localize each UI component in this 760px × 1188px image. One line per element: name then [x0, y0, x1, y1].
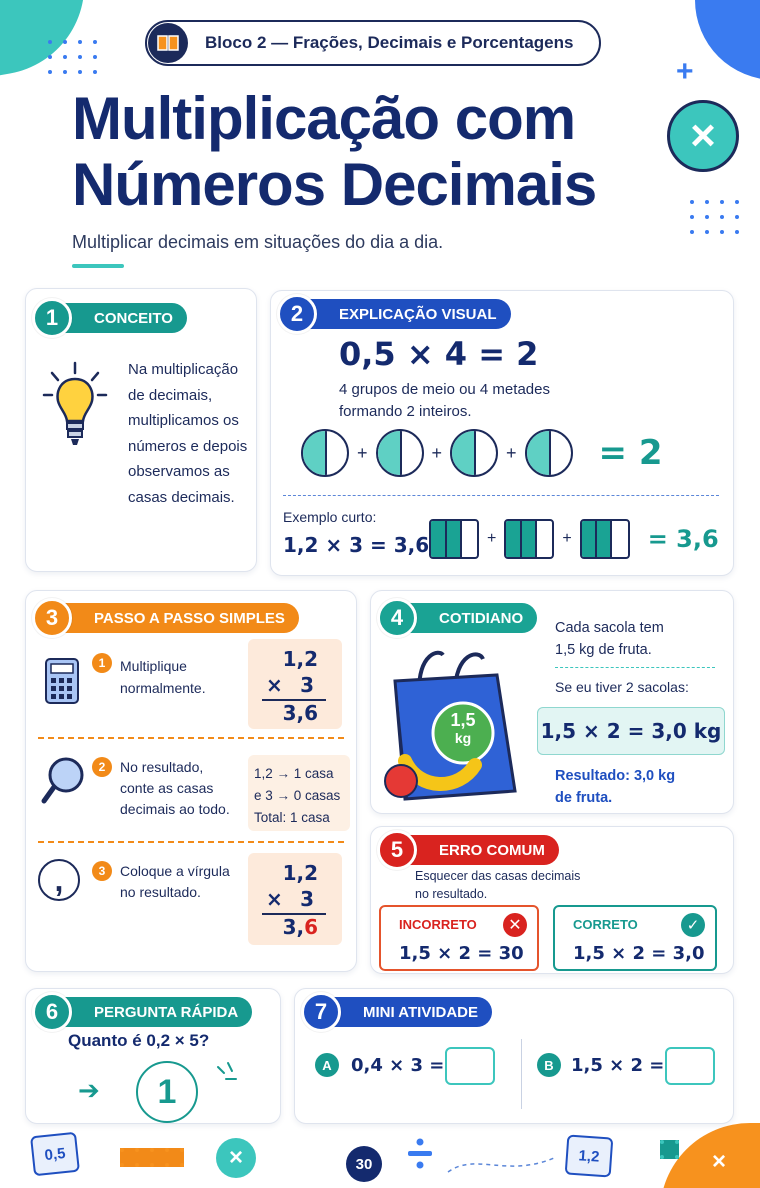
halves-result: = 2	[598, 433, 663, 473]
calc-second: 3	[300, 673, 314, 697]
option-b-marker: B	[537, 1053, 561, 1077]
calculator-icon	[44, 657, 80, 710]
daily-equation-box	[537, 707, 725, 755]
arrow-right-icon: ➔	[78, 1075, 100, 1105]
multiply-symbol-icon: ×	[667, 100, 739, 172]
step-number: 2	[92, 757, 112, 777]
title-line-2: Números Decimais	[72, 151, 597, 218]
corner-decoration-blue	[695, 0, 760, 80]
plus-icon: +	[676, 55, 694, 88]
example-label: Exemplo curto:	[283, 509, 377, 525]
comma-icon: ,	[38, 859, 80, 901]
quick-question: Quanto é 0,2 × 5?	[68, 1031, 210, 1050]
visual-equation: 0,5 × 4 = 2	[339, 335, 539, 373]
steps-card	[25, 590, 357, 972]
daily-result	[555, 765, 675, 809]
step-line: Coloque a vírgula	[120, 863, 230, 879]
quick-answer: 1	[136, 1061, 198, 1123]
shopping-bag-icon	[379, 641, 529, 807]
visual-number: 2	[277, 294, 317, 334]
decimal-bars-diagram	[429, 519, 719, 559]
daily-line: Cada sacola tem	[555, 620, 664, 636]
error-description	[415, 867, 580, 903]
bag-label	[441, 711, 485, 747]
error-number: 5	[377, 830, 417, 870]
daily-card	[370, 590, 734, 814]
steps-badge	[44, 603, 299, 633]
decimal-tag: 1,2	[565, 1134, 614, 1177]
correct-box	[553, 905, 717, 971]
bag-value: 1,5	[450, 710, 476, 730]
correct-equation: 1,5 × 2 = 3,0	[573, 943, 705, 964]
decimal-count	[254, 763, 340, 829]
count-line: 1,2 → 1 casa	[254, 766, 334, 781]
dot-grid-decoration	[660, 1140, 679, 1159]
calc-top: 1,2	[282, 647, 318, 671]
quick-number: 6	[32, 992, 72, 1032]
halves-diagram	[301, 429, 663, 477]
concept-line: observamos as	[128, 463, 230, 480]
steps-number: 3	[32, 598, 72, 638]
correct-label: CORRETO	[573, 917, 638, 932]
calc-box-1	[248, 639, 342, 729]
dot-grid-decoration	[690, 200, 739, 234]
visual-desc-line: 4 grupos de meio ou 4 metades	[339, 381, 550, 398]
visual-explanation-card	[270, 290, 734, 576]
activity-label: MINI ATIVIDADE	[363, 1003, 478, 1021]
error-desc-line: Esquecer das casas decimais	[415, 869, 581, 883]
example-result: = 3,6	[647, 525, 719, 553]
step-3-text	[120, 861, 230, 903]
dot-grid-decoration	[120, 1148, 184, 1167]
divider	[521, 1039, 522, 1109]
visual-desc-line: formando 2 inteiros.	[339, 403, 472, 420]
calc-times: ×	[266, 887, 283, 911]
concept-text	[128, 357, 247, 510]
decimal-tag: 0,5	[30, 1132, 80, 1177]
concept-card	[25, 288, 257, 572]
option-b-answer-box[interactable]	[665, 1047, 715, 1085]
divider	[555, 667, 715, 668]
plus-sign: +	[357, 442, 368, 463]
mini-activity-card	[294, 988, 734, 1124]
example-equation: 1,2 × 3 = 3,6	[283, 533, 430, 557]
step-line: Multiplique	[120, 658, 187, 674]
option-a-equation: 0,4 × 3 =	[351, 1055, 445, 1076]
calc-box-3	[248, 853, 342, 945]
concept-line: Na multiplicação	[128, 361, 239, 378]
check-icon: ✓	[681, 913, 705, 937]
half-circle-icon	[376, 429, 424, 477]
step-line: normalmente.	[120, 680, 206, 696]
divider	[283, 495, 719, 496]
quick-question-card	[25, 988, 281, 1124]
title-underline	[72, 264, 124, 268]
concept-line: casas decimais.	[128, 488, 235, 506]
page-number: 30	[346, 1146, 382, 1182]
quick-label: PERGUNTA RÁPIDA	[94, 1003, 239, 1021]
page-subtitle: Multiplicar decimais em situações do dia a dia.	[72, 232, 444, 252]
concept-line: de decimais,	[128, 386, 213, 404]
daily-number: 4	[377, 598, 417, 638]
result-integer: 3,	[282, 915, 305, 939]
concept-line: multiplicamos os	[128, 412, 239, 429]
plus-sign: +	[487, 530, 497, 547]
result-line: de fruta.	[555, 790, 613, 806]
incorrect-label: INCORRETO	[399, 917, 477, 932]
daily-label: COTIDIANO	[439, 609, 524, 627]
times-icon: ×	[712, 1148, 727, 1175]
concept-label: CONCEITO	[94, 309, 173, 327]
multiply-badge-icon: ×	[216, 1138, 256, 1178]
steps-label: PASSO A PASSO SIMPLES	[94, 609, 285, 627]
concept-number: 1	[32, 298, 72, 338]
visual-description	[339, 379, 550, 423]
option-b-equation: 1,5 × 2 =	[571, 1055, 665, 1076]
count-line: Total: 1 casa	[254, 810, 330, 825]
result-line: Resultado: 3,0 kg	[555, 768, 676, 784]
activity-number: 7	[301, 992, 341, 1032]
plus-sign: +	[431, 442, 443, 463]
error-desc-line: no resultado.	[415, 887, 488, 901]
sparkle-icon	[214, 1061, 244, 1092]
lightbulb-icon	[42, 361, 108, 458]
daily-line: 1,5 kg de fruta.	[555, 642, 652, 658]
book-icon	[148, 23, 188, 63]
dot-grid-decoration	[48, 40, 97, 74]
step-line: No resultado,	[120, 759, 204, 775]
error-label: ERRO COMUM	[439, 841, 545, 859]
daily-equation: 1,5 × 2 = 3,0 kg	[540, 719, 722, 743]
count-line: e 3 → 0 casas	[254, 788, 341, 803]
calc-result: 3,6	[282, 701, 318, 725]
decimal-bar-icon	[580, 519, 630, 559]
quick-badge	[44, 997, 252, 1027]
option-a-answer-box[interactable]	[445, 1047, 495, 1085]
step-number: 3	[92, 861, 112, 881]
decimal-bar-icon	[504, 519, 554, 559]
step-1-text	[120, 655, 206, 699]
bag-unit: kg	[454, 730, 472, 746]
decimal-bar-icon	[429, 519, 479, 559]
concept-line: números e depois	[128, 437, 248, 455]
step-line: no resultado.	[120, 884, 201, 900]
calc-top: 1,2	[282, 861, 318, 885]
visual-label: EXPLICAÇÃO VISUAL	[339, 305, 497, 323]
daily-question: Se eu tiver 2 sacolas:	[555, 679, 689, 695]
half-circle-icon	[450, 429, 498, 477]
plus-sign: +	[562, 530, 572, 547]
division-icon	[406, 1136, 434, 1172]
incorrect-equation: 1,5 × 2 = 30	[399, 943, 524, 964]
step-line: decimais ao todo.	[120, 801, 230, 817]
half-circle-icon	[525, 429, 573, 477]
step-number: 1	[92, 653, 112, 673]
incorrect-x-icon: ✕	[503, 913, 527, 937]
option-a-marker: A	[315, 1053, 339, 1077]
block-label: Bloco 2 — Frações, Decimais e Porcentagens	[205, 33, 574, 52]
common-error-card	[370, 826, 734, 974]
calc-times: ×	[266, 673, 283, 697]
divider	[38, 841, 344, 843]
visual-badge	[289, 299, 511, 329]
calc-second: 3	[300, 887, 314, 911]
daily-text	[555, 617, 664, 661]
magnifier-icon	[40, 755, 86, 810]
result-decimal: 6	[304, 915, 318, 939]
half-circle-icon	[301, 429, 349, 477]
dashed-path-decoration	[446, 1148, 556, 1183]
calc-result	[283, 915, 318, 939]
step-line: conte as casas	[120, 780, 214, 796]
plus-sign: +	[506, 442, 517, 463]
divider	[38, 737, 344, 739]
title-line-1: Multiplicação com	[72, 85, 576, 152]
page-title	[72, 86, 672, 218]
block-pill	[145, 20, 601, 66]
step-2-text	[120, 757, 230, 820]
incorrect-box	[379, 905, 539, 971]
calc-box-2	[248, 755, 350, 831]
